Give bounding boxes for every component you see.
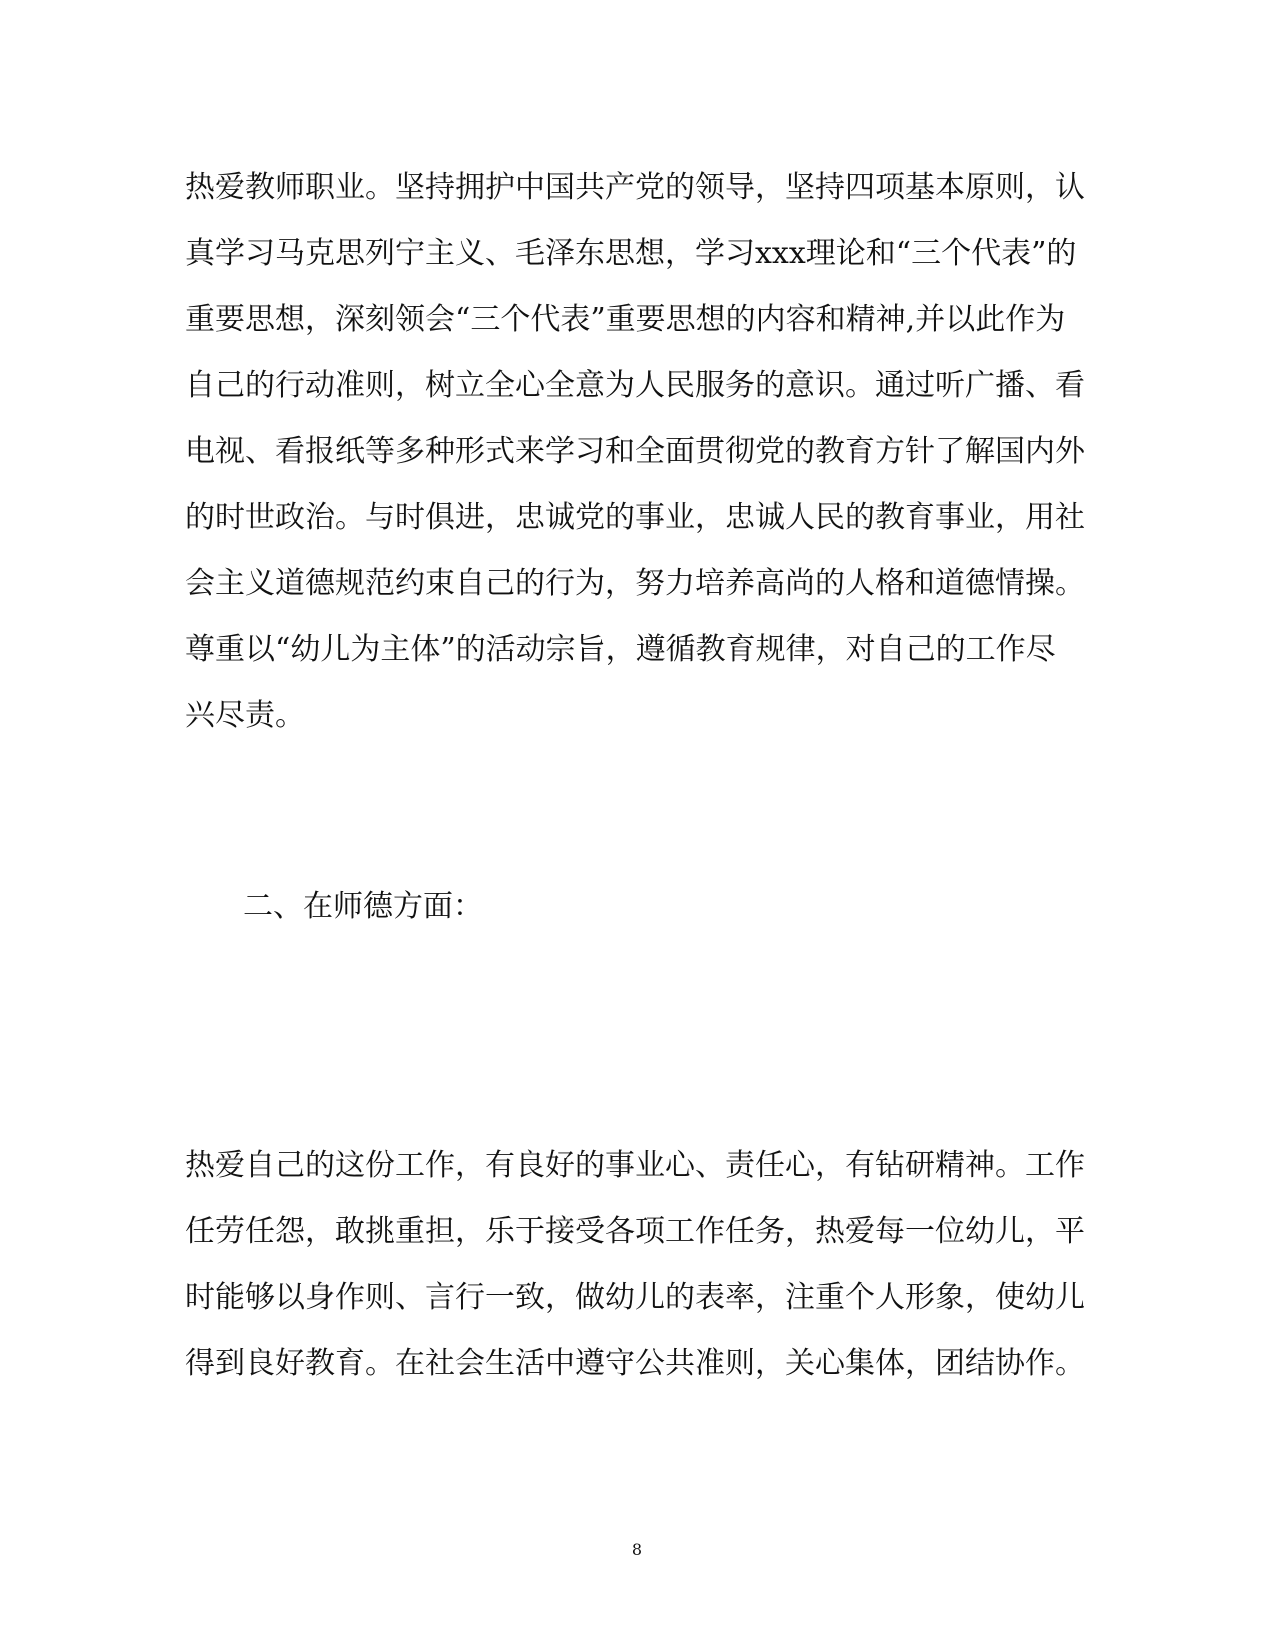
paragraph-line: 自己的行动准则，树立全心全意为人民服务的意识。通过听广播、看 xyxy=(185,368,1085,403)
section-heading: 二、在师德方面： xyxy=(243,889,483,924)
paragraph-line: 电视、看报纸等多种形式来学习和全面贯彻党的教育方针了解国内外 xyxy=(185,434,1085,469)
paragraph-line: 热爱教师职业。坚持拥护中国共产党的领导，坚持四项基本原则，认 xyxy=(185,170,1085,205)
paragraph-line: 得到良好教育。在社会生活中遵守公共准则，关心集体，团结协作。 xyxy=(185,1346,1085,1381)
paragraph-line: 的时世政治。与时俱进，忠诚党的事业，忠诚人民的教育事业，用社 xyxy=(185,500,1085,535)
page-number: 8 xyxy=(631,1540,643,1559)
paragraph-line: 任劳任怨，敢挑重担，乐于接受各项工作任务，热爱每一位幼儿，平 xyxy=(185,1214,1085,1249)
paragraph-line: 真学习马克思列宁主义、毛泽东思想，学习xxx理论和“三个代表”的 xyxy=(185,236,1077,271)
paragraph-professional-ethics xyxy=(185,155,1085,749)
paragraph-line: 时能够以身作则、言行一致，做幼儿的表率，注重个人形象，使幼儿 xyxy=(185,1280,1085,1315)
paragraph-teacher-morality xyxy=(185,1133,1085,1397)
paragraph-line: 会主义道德规范约束自己的行为，努力培养高尚的人格和道德情操。 xyxy=(185,566,1085,601)
paragraph-line: 尊重以“幼儿为主体”的活动宗旨，遵循教育规律，对自己的工作尽 xyxy=(185,632,1056,667)
paragraph-line: 重要思想，深刻领会“三个代表”重要思想的内容和精神,并以此作为 xyxy=(185,302,1066,337)
paragraph-line: 热爱自己的这份工作，有良好的事业心、责任心，有钻研精神。工作 xyxy=(185,1148,1085,1183)
paragraph-line: 兴尽责。 xyxy=(185,698,305,733)
